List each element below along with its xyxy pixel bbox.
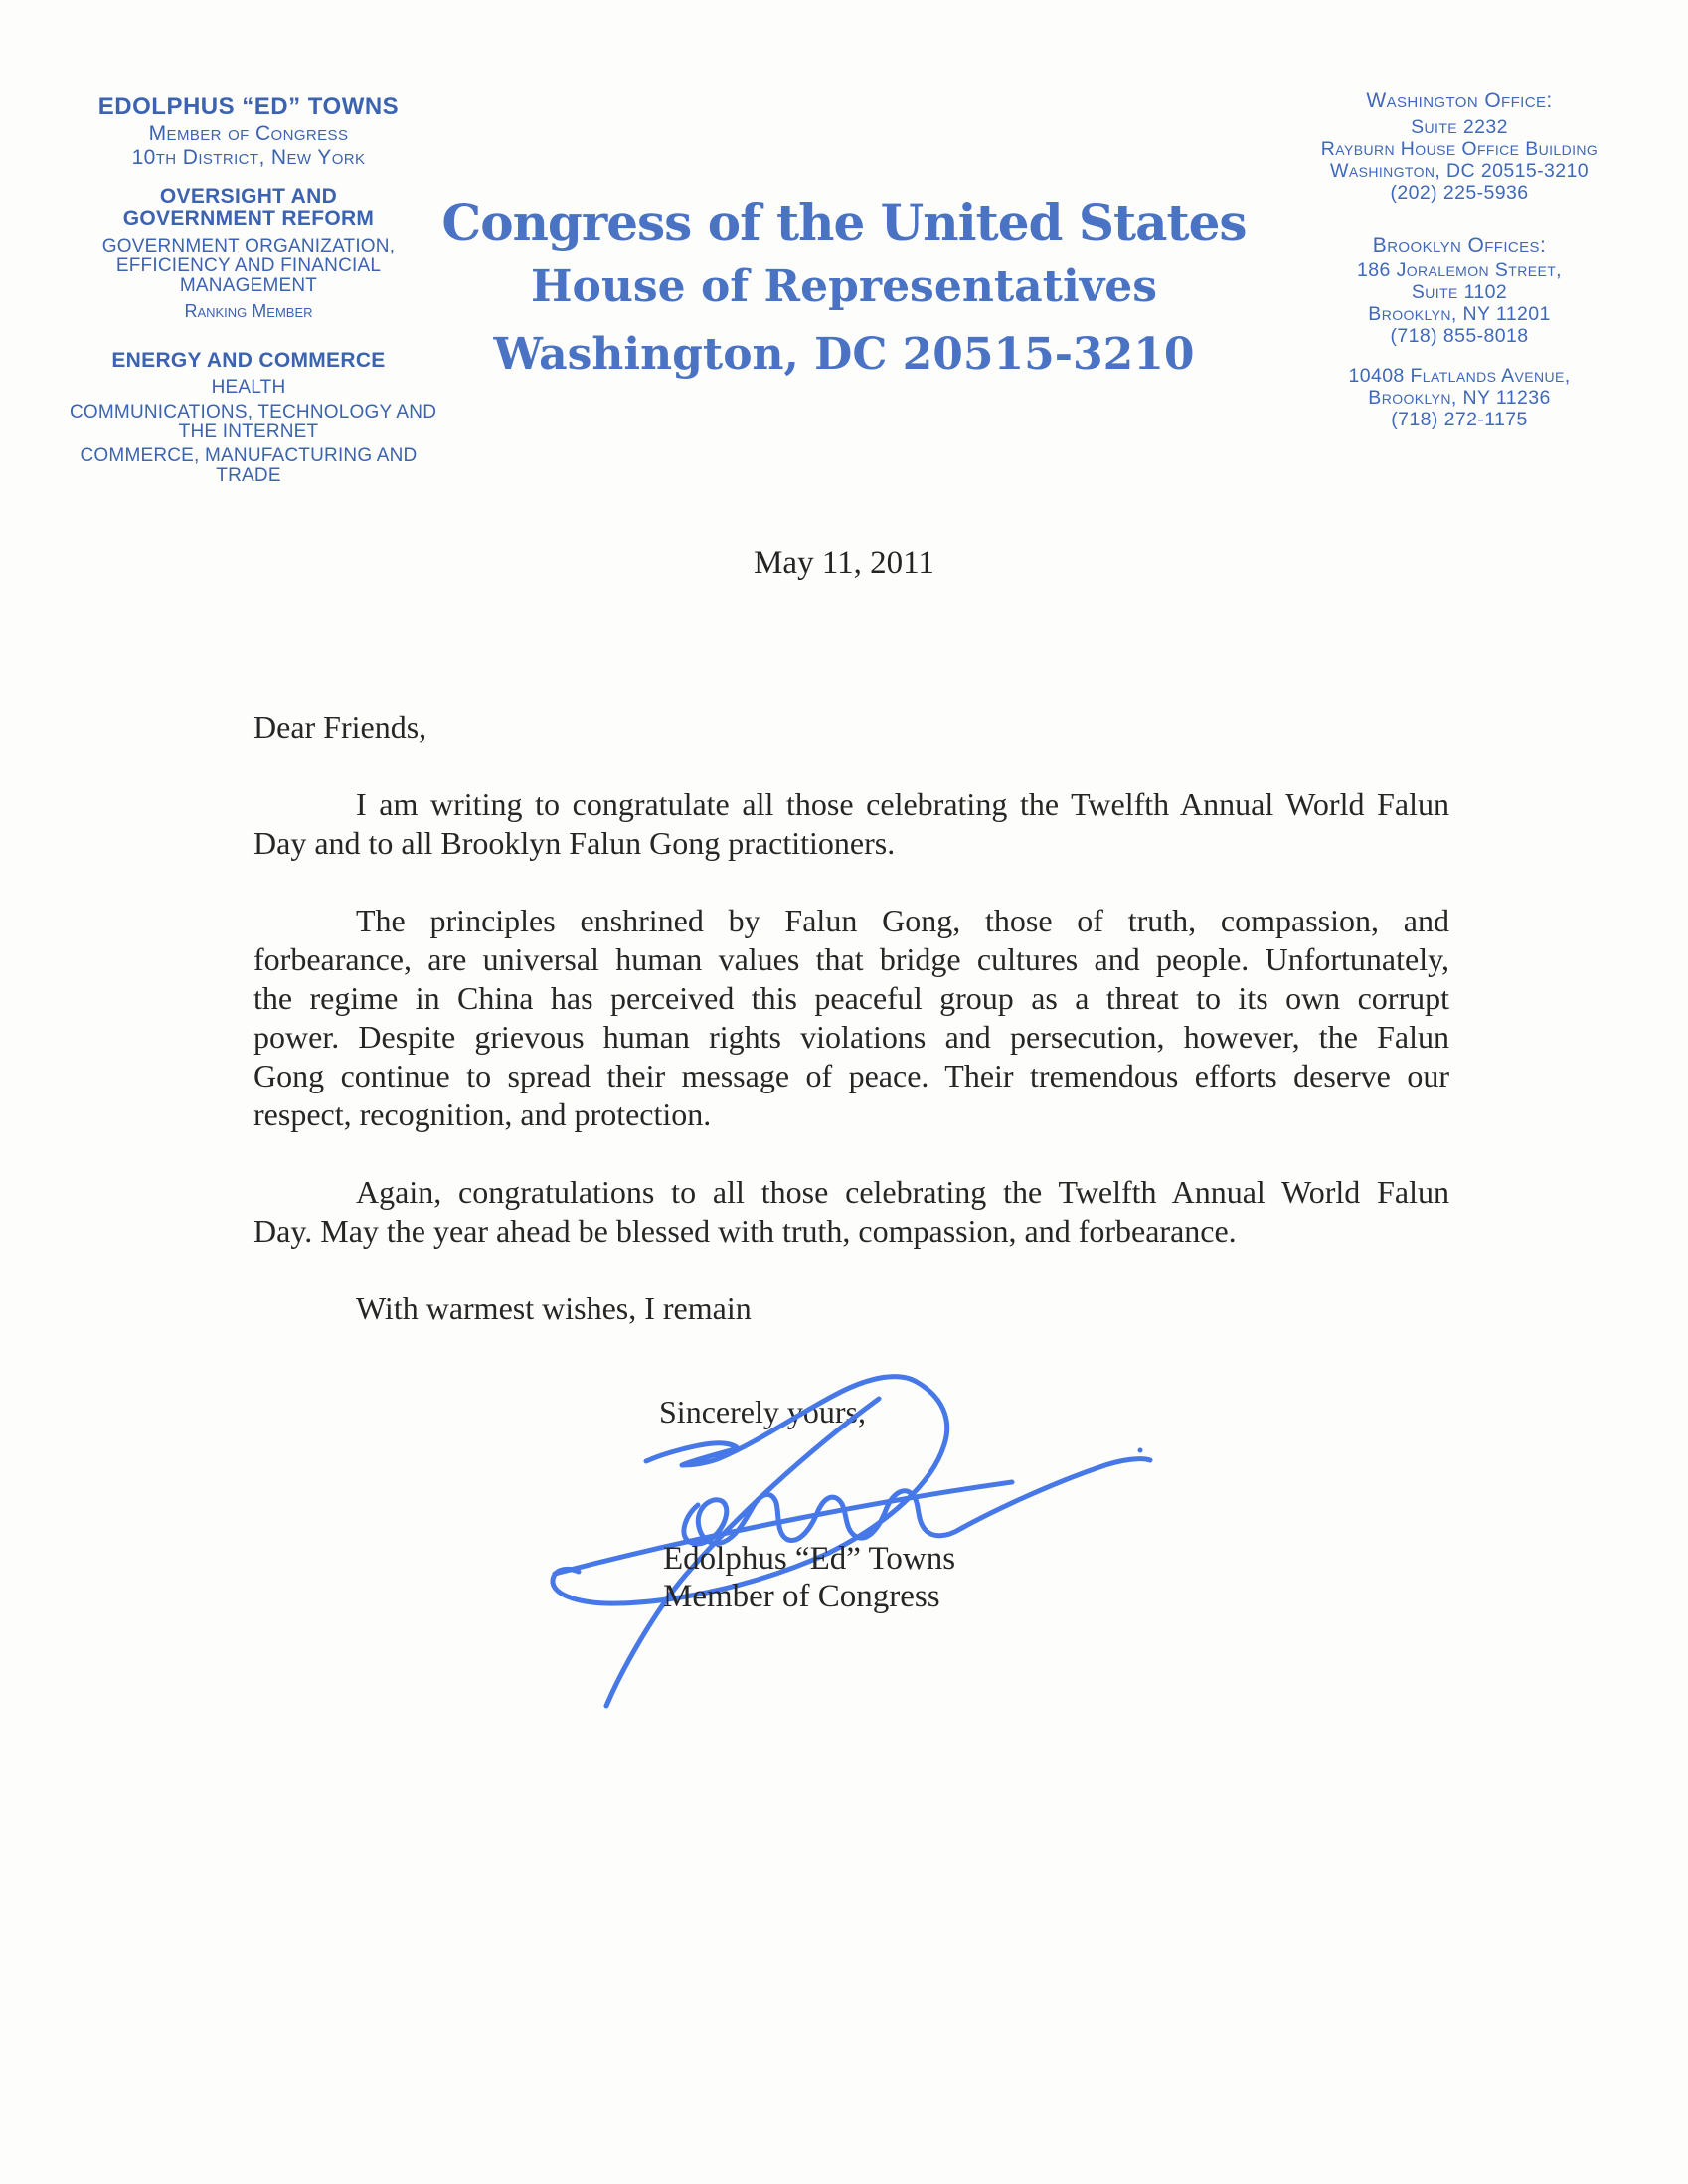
brooklyn-office-1-address bbox=[1280, 259, 1638, 347]
paragraph-line: power. Despite grievous human rights violations and persecution, however, the Falun bbox=[253, 1019, 1449, 1055]
subcommittee-health bbox=[70, 378, 427, 398]
paragraph-1 bbox=[253, 785, 1449, 863]
salutation: Dear Friends, bbox=[253, 709, 427, 745]
text-line: MANAGEMENT bbox=[179, 275, 318, 296]
paragraph-line: Day. May the year ahead be blessed with truth, compassion, and forbearance. bbox=[253, 1213, 1237, 1249]
text-line: HEALTH bbox=[211, 377, 286, 398]
text-line: OVERSIGHT AND bbox=[159, 185, 338, 208]
member-name bbox=[70, 94, 427, 120]
letterhead-line-washington: Washington, DC 20515-3210 bbox=[493, 329, 1195, 380]
text-line: EFFICIENCY AND FINANCIAL bbox=[115, 255, 382, 276]
text-line: (202) 225-5936 bbox=[1390, 182, 1529, 204]
text-line: Brooklyn, NY 11201 bbox=[1368, 303, 1551, 325]
washington-office-heading bbox=[1280, 89, 1638, 112]
text-line: 10408 Flatlands Avenue, bbox=[1348, 365, 1571, 387]
text-line: (718) 855-8018 bbox=[1390, 325, 1529, 347]
text-line: Member of Congress bbox=[148, 122, 349, 145]
text-line: Suite 2232 bbox=[1411, 116, 1508, 138]
signature-letters bbox=[684, 1459, 1150, 1544]
signature-block bbox=[663, 1540, 955, 1615]
text-line: Brooklyn, NY 11236 bbox=[1368, 387, 1551, 409]
text-line: THE INTERNET bbox=[178, 421, 319, 442]
paragraph-line: the regime in China has perceived this peaceful group as a threat to its own corrupt bbox=[253, 980, 1449, 1016]
text-line: Rayburn House Office Building bbox=[1320, 138, 1599, 160]
letterhead-line-congress: Congress of the United States bbox=[441, 193, 1247, 252]
subcommittee-commerce bbox=[70, 446, 427, 486]
text-line: Brooklyn Offices: bbox=[1372, 234, 1547, 256]
text-line: Suite 1102 bbox=[1411, 281, 1508, 303]
text-line: Ranking Member bbox=[184, 301, 313, 321]
valediction: Sincerely yours, bbox=[659, 1394, 866, 1429]
signature-ink-dot bbox=[1138, 1448, 1143, 1453]
paragraph-line: Again, congratulations to all those celebrating the Twelfth Annual World Falun bbox=[356, 1174, 1449, 1210]
subcommittee-communications bbox=[70, 402, 437, 442]
washington-office-address bbox=[1280, 116, 1638, 204]
paragraph-line: The principles enshrined by Falun Gong, those of truth, compassion, and bbox=[356, 903, 1449, 938]
paragraph-line: respect, recognition, and protection. bbox=[253, 1096, 712, 1132]
text-line: TRADE bbox=[216, 465, 281, 486]
text-line: COMMUNICATIONS, TECHNOLOGY AND bbox=[70, 402, 437, 422]
text-line: ENERGY AND COMMERCE bbox=[111, 349, 386, 372]
signature-printed-name: Edolphus “Ed” Towns bbox=[663, 1541, 956, 1577]
text-line: (718) 272-1175 bbox=[1391, 409, 1528, 430]
text-line: Washington, DC 20515-3210 bbox=[1330, 160, 1589, 182]
text-line: GOVERNMENT REFORM bbox=[122, 207, 375, 230]
letterhead-line-house: House of Representatives bbox=[530, 261, 1158, 312]
paragraph-3 bbox=[253, 1173, 1449, 1251]
brooklyn-offices-heading bbox=[1280, 234, 1638, 256]
paragraph-2 bbox=[253, 902, 1449, 1134]
text-line: EDOLPHUS “ED” TOWNS bbox=[97, 93, 400, 120]
paragraph-line: forbearance, are universal human values that bridge cultures and people. Unfortunately, bbox=[253, 941, 1449, 977]
paragraph-line: I am writing to congratulate all those celebrating the Twelfth Annual World Falun bbox=[356, 786, 1449, 822]
text-line: Washington Office: bbox=[1366, 89, 1553, 112]
masthead-right-column bbox=[1280, 89, 1638, 430]
text-line: COMMERCE, MANUFACTURING AND bbox=[80, 445, 418, 466]
signature-printed-title: Member of Congress bbox=[663, 1579, 940, 1614]
text-line: GOVERNMENT ORGANIZATION, bbox=[101, 236, 396, 256]
closing-line: With warmest wishes, I remain bbox=[356, 1290, 752, 1326]
text-line: 186 Joralemon Street, bbox=[1357, 259, 1562, 281]
text-line: 10th District, New York bbox=[131, 146, 366, 169]
letter-date: May 11, 2011 bbox=[754, 545, 934, 581]
member-role-lines bbox=[70, 122, 427, 170]
brooklyn-office-2-address bbox=[1280, 365, 1638, 430]
paragraph-line: Gong continue to spread their message of peace. Their tremendous efforts deserve our bbox=[253, 1058, 1449, 1093]
paragraph-line: Day and to all Brooklyn Falun Gong practitioners. bbox=[253, 825, 896, 861]
letter-body bbox=[253, 708, 1449, 1328]
